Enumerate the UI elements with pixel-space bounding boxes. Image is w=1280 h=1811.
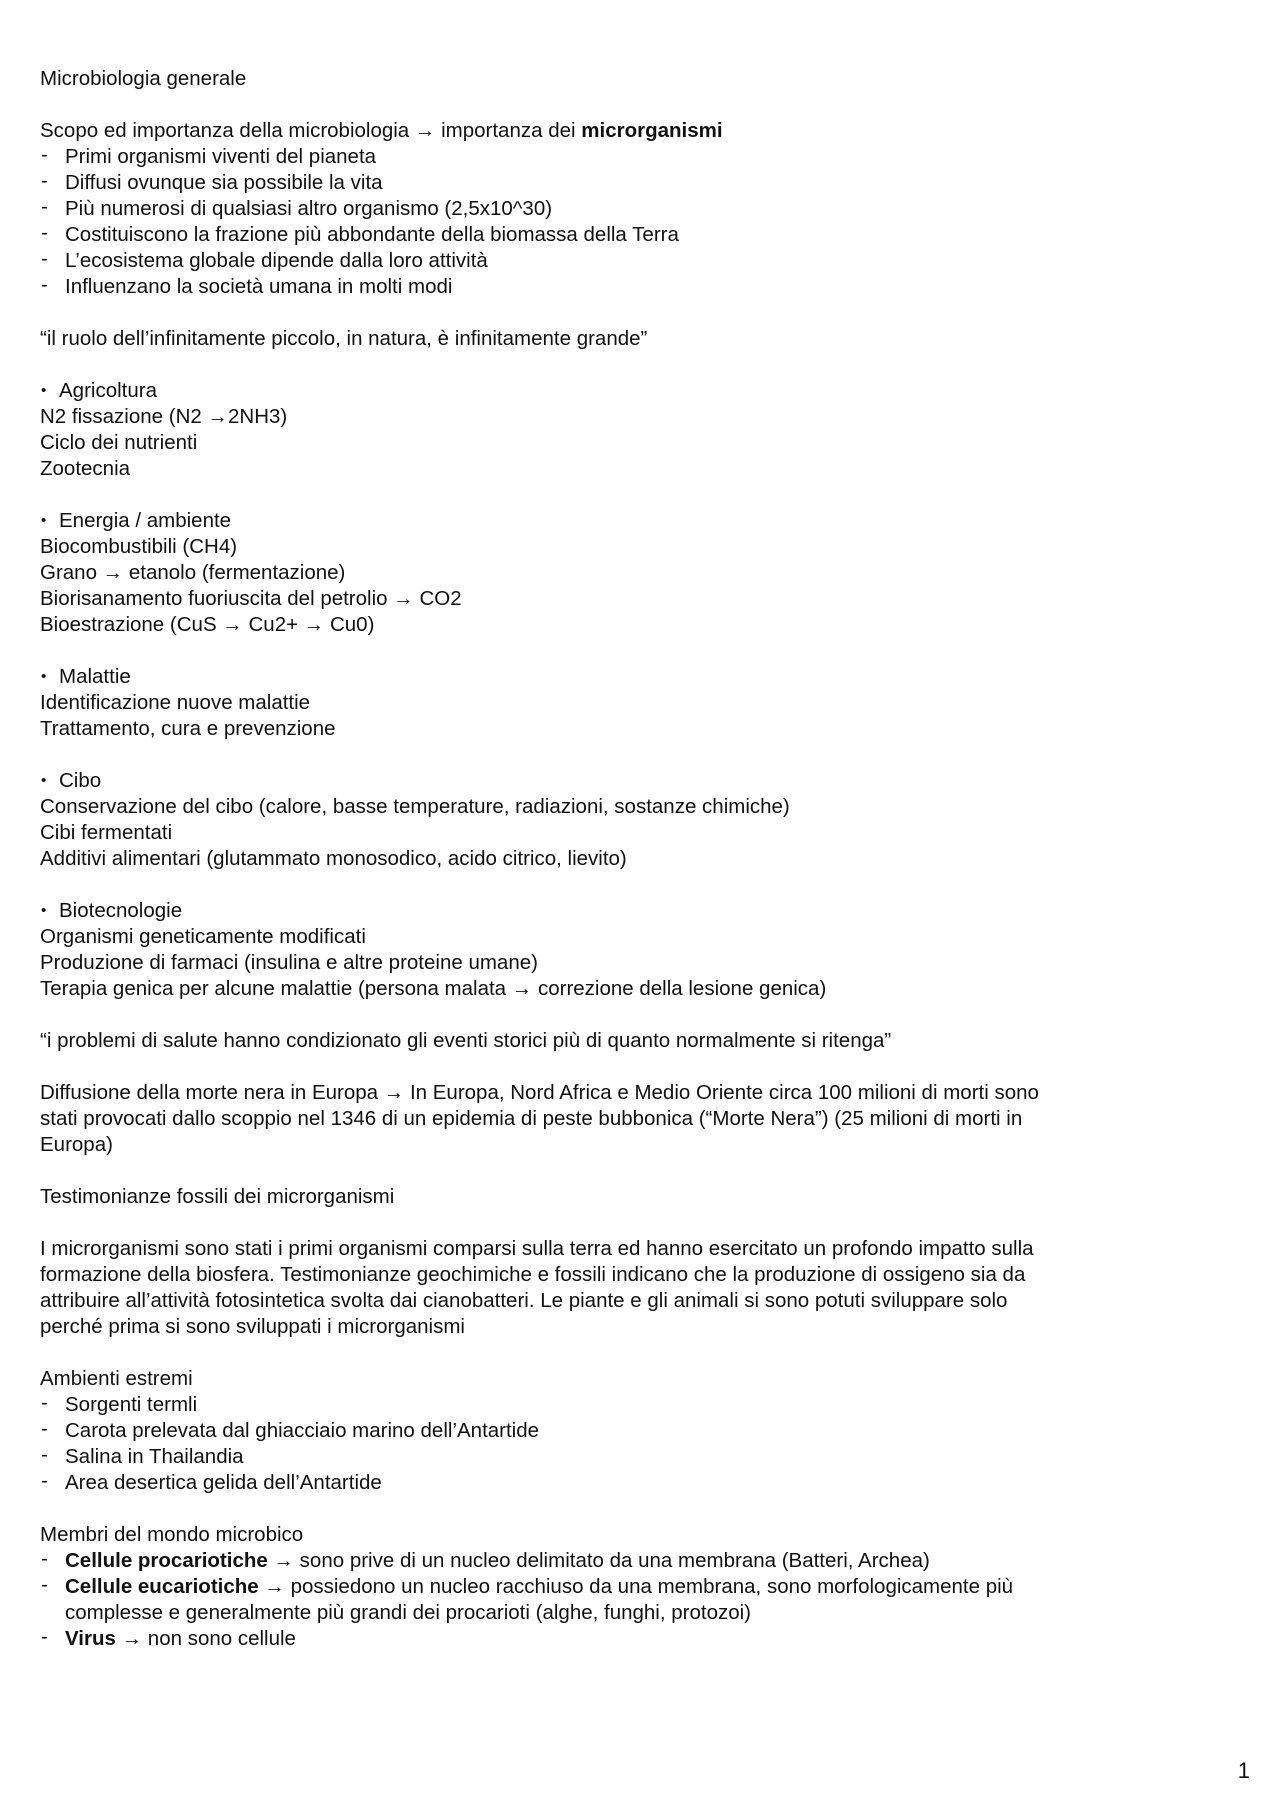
scopo-heading <box>40 118 1240 144</box>
agricoltura-line: N2 fissazione (N2 →2NH3) <box>40 405 288 428</box>
cibo-line: Cibi fermentati <box>40 821 173 844</box>
document-title: Microbiologia generale <box>40 67 247 90</box>
membri-item-virus <box>40 1626 1240 1652</box>
energia-line: Grano → etanolo (fermentazione) <box>40 561 346 584</box>
eucarioti-text-continued: complesse e generalmente più grandi dei procarioti (alghe, funghi, protozoi) <box>65 1601 752 1624</box>
ambienti-item: - Sorgenti termli <box>40 1392 1240 1418</box>
scopo-item: - Più numerosi di qualsiasi altro organismo (2,5x10^30) <box>40 196 1240 222</box>
fossili-heading: Testimonianze fossili dei microrganismi <box>40 1185 395 1208</box>
virus-text: → non sono cellule <box>115 1627 296 1650</box>
energia-line: Biorisanamento fuoriuscita del petrolio → CO2 <box>40 587 462 610</box>
membri-heading: Membri del mondo microbico <box>40 1523 304 1546</box>
agricoltura-line: Ciclo dei nutrienti <box>40 431 198 454</box>
scopo-item: - Primi organismi viventi del pianeta <box>40 144 1240 170</box>
membri-item-procarioti <box>40 1548 1240 1574</box>
ambienti-item: - Carota prelevata dal ghiacciaio marino dell’Antartide <box>40 1418 1240 1444</box>
morte-nera-line: Europa) <box>40 1133 113 1156</box>
fossili-paragraph-line: perché prima si sono sviluppati i microrganismi <box>40 1315 465 1338</box>
malattie-line: Trattamento, cura e prevenzione <box>40 717 336 740</box>
scopo-item: - Costituiscono la frazione più abbondante della biomassa della Terra <box>40 222 1240 248</box>
biotecnologie-line: Produzione di farmaci (insulina e altre proteine umane) <box>40 951 538 974</box>
document-page <box>40 66 1240 1652</box>
scopo-item: - Diffusi ovunque sia possibile la vita <box>40 170 1240 196</box>
eucarioti-text: → possiedono un nucleo racchiuso da una membrana, sono morfologicamente più <box>258 1575 1014 1598</box>
scopo-heading-bold: microrganismi <box>581 119 723 142</box>
biotecnologie-line: Organismi geneticamente modificati <box>40 925 366 948</box>
quote-infinitamente: “il ruolo dell’infinitamente piccolo, in natura, è infinitamente grande” <box>40 327 648 350</box>
morte-nera-line: Diffusione della morte nera in Europa → In Europa, Nord Africa e Medio Oriente circa 100 milioni di morti sono <box>40 1081 1039 1104</box>
energia-line: Bioestrazione (CuS → Cu2+ → Cu0) <box>40 613 375 636</box>
biotecnologie-heading: • Biotecnologie <box>40 898 1240 924</box>
ambienti-item: - Salina in Thailandia <box>40 1444 1240 1470</box>
scopo-item: - Influenzano la società umana in molti modi <box>40 274 1240 300</box>
membri-item-eucarioti <box>40 1574 1240 1626</box>
fossili-paragraph-line: I microrganismi sono stati i primi organismi comparsi sulla terra ed hanno esercitato un profondo impatto sulla <box>40 1237 1034 1260</box>
scopo-item: - L’ecosistema globale dipende dalla loro attività <box>40 248 1240 274</box>
cibo-heading: • Cibo <box>40 768 1240 794</box>
malattie-line: Identificazione nuove malattie <box>40 691 311 714</box>
cibo-line: Additivi alimentari (glutammato monosodico, acido citrico, lievito) <box>40 847 627 870</box>
biotecnologie-line: Terapia genica per alcune malattie (persona malata → correzione della lesione genica) <box>40 977 827 1000</box>
fossili-paragraph-line: formazione della biosfera. Testimonianze geochimiche e fossili indicano che la produzione di ossigeno sia da <box>40 1263 1026 1286</box>
malattie-heading: • Malattie <box>40 664 1240 690</box>
procarioti-label: Cellule procariotiche <box>65 1549 268 1572</box>
procarioti-text: → sono prive di un nucleo delimitato da una membrana (Batteri, Archea) <box>267 1549 930 1572</box>
morte-nera-line: stati provocati dallo scoppio nel 1346 di un epidemia di peste bubbonica (“Morte Nera”) (25 milioni di morti in <box>40 1107 1023 1130</box>
cibo-line: Conservazione del cibo (calore, basse temperature, radiazioni, sostanze chimiche) <box>40 795 790 818</box>
quote-salute: “i problemi di salute hanno condizionato gli eventi storici più di quanto normalmente si ritenga” <box>40 1029 892 1052</box>
eucarioti-label: Cellule eucariotiche <box>65 1575 259 1598</box>
energia-line: Biocombustibili (CH4) <box>40 535 238 558</box>
energia-heading: • Energia / ambiente <box>40 508 1240 534</box>
fossili-paragraph-line: attribuire all’attività fotosintetica svolta dai cianobatteri. Le piante e gli animali si sono potuti sviluppare solo <box>40 1289 1008 1312</box>
scopo-heading-text: Scopo ed importanza della microbiologia → importanza dei <box>40 119 582 142</box>
virus-label: Virus <box>65 1627 116 1650</box>
page-number: 1 <box>1237 1758 1250 1783</box>
ambienti-item: - Area desertica gelida dell’Antartide <box>40 1470 1240 1496</box>
agricoltura-line: Zootecnia <box>40 457 131 480</box>
agricoltura-heading: • Agricoltura <box>40 378 1240 404</box>
ambienti-heading: Ambienti estremi <box>40 1367 193 1390</box>
